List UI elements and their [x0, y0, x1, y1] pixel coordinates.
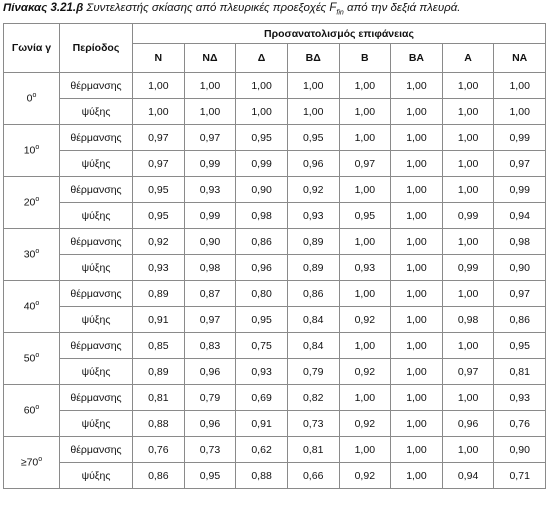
- value-cell: 0,98: [442, 307, 494, 333]
- caption-label: Πίνακας 3.21.β: [3, 2, 84, 14]
- value-cell: 0,73: [287, 411, 339, 437]
- value-cell: 1,00: [391, 255, 443, 281]
- value-cell: 0,93: [339, 255, 391, 281]
- value-cell: 0,86: [494, 307, 546, 333]
- value-cell: 0,92: [133, 229, 185, 255]
- value-cell: 0,84: [287, 333, 339, 359]
- period-cell: ψύξης: [60, 151, 133, 177]
- value-cell: 0,95: [184, 463, 236, 489]
- value-cell: 0,96: [442, 411, 494, 437]
- header-orientation: ΝΑ: [494, 44, 546, 73]
- value-cell: 0,99: [442, 203, 494, 229]
- value-cell: 0,96: [184, 359, 236, 385]
- angle-cell: $\ge 70^o$: [4, 437, 60, 489]
- period-cell: θέρμανσης: [60, 73, 133, 99]
- value-cell: 0,99: [184, 203, 236, 229]
- table-row: [4, 281, 546, 307]
- period-cell: θέρμανσης: [60, 281, 133, 307]
- value-cell: 0,95: [287, 125, 339, 151]
- value-cell: 0,75: [236, 333, 288, 359]
- value-cell: 0,79: [287, 359, 339, 385]
- value-cell: 1,00: [391, 385, 443, 411]
- value-cell: 0,95: [236, 125, 288, 151]
- table-caption: [3, 2, 461, 16]
- value-cell: 1,00: [391, 437, 443, 463]
- value-cell: 0,80: [236, 281, 288, 307]
- value-cell: 0,87: [184, 281, 236, 307]
- value-cell: 1,00: [391, 411, 443, 437]
- table-row: [4, 437, 546, 463]
- value-cell: 0,90: [494, 255, 546, 281]
- value-cell: 1,00: [442, 229, 494, 255]
- header-angle: Γωνία γ: [4, 24, 60, 73]
- angle-cell: 60$^o$: [4, 385, 60, 437]
- value-cell: 0,73: [184, 437, 236, 463]
- value-cell: 1,00: [391, 99, 443, 125]
- value-cell: 0,69: [236, 385, 288, 411]
- value-cell: 1,00: [287, 73, 339, 99]
- value-cell: 1,00: [339, 437, 391, 463]
- value-cell: 0,92: [339, 463, 391, 489]
- table-row: [4, 151, 546, 177]
- period-cell: θέρμανσης: [60, 333, 133, 359]
- angle-cell: 0$^o$: [4, 73, 60, 125]
- value-cell: 0,83: [184, 333, 236, 359]
- value-cell: 0,89: [287, 255, 339, 281]
- value-cell: 0,94: [494, 203, 546, 229]
- angle-cell: 50$^o$: [4, 333, 60, 385]
- table-row: [4, 333, 546, 359]
- table-row: [4, 177, 546, 203]
- value-cell: 1,00: [442, 333, 494, 359]
- value-cell: 1,00: [391, 125, 443, 151]
- table-row: [4, 229, 546, 255]
- value-cell: 1,00: [442, 437, 494, 463]
- table-row: [4, 99, 546, 125]
- value-cell: 1,00: [236, 99, 288, 125]
- value-cell: 1,00: [391, 229, 443, 255]
- period-cell: θέρμανσης: [60, 385, 133, 411]
- value-cell: 1,00: [442, 385, 494, 411]
- value-cell: 0,79: [184, 385, 236, 411]
- value-cell: 1,00: [133, 73, 185, 99]
- value-cell: 1,00: [391, 463, 443, 489]
- value-cell: 1,00: [442, 177, 494, 203]
- value-cell: 0,92: [339, 307, 391, 333]
- value-cell: 1,00: [442, 151, 494, 177]
- value-cell: 1,00: [442, 99, 494, 125]
- value-cell: 1,00: [442, 281, 494, 307]
- header-orientation: ΝΔ: [184, 44, 236, 73]
- header-orientation: ΒΑ: [391, 44, 443, 73]
- table-row: [4, 73, 546, 99]
- value-cell: 1,00: [339, 333, 391, 359]
- value-cell: 1,00: [184, 99, 236, 125]
- value-cell: 1,00: [391, 281, 443, 307]
- value-cell: 0,97: [184, 307, 236, 333]
- header-orientation: Β: [339, 44, 391, 73]
- value-cell: 0,89: [287, 229, 339, 255]
- period-cell: ψύξης: [60, 359, 133, 385]
- period-cell: θέρμανσης: [60, 125, 133, 151]
- table-row: [4, 359, 546, 385]
- angle-cell: 20$^o$: [4, 177, 60, 229]
- value-cell: 0,97: [133, 125, 185, 151]
- header-orientation: Δ: [236, 44, 288, 73]
- value-cell: 1,00: [391, 151, 443, 177]
- table-row: [4, 385, 546, 411]
- header-period: Περίοδος: [60, 24, 133, 73]
- value-cell: 0,92: [339, 359, 391, 385]
- period-cell: ψύξης: [60, 99, 133, 125]
- value-cell: 0,97: [442, 359, 494, 385]
- value-cell: 0,88: [133, 411, 185, 437]
- value-cell: 1,00: [391, 177, 443, 203]
- table-row: [4, 203, 546, 229]
- value-cell: 0,90: [494, 437, 546, 463]
- table-row: [4, 411, 546, 437]
- caption-text-before: Συντελεστής σκίασης από πλευρικές προεξοχές: [86, 2, 327, 14]
- angle-cell: 30$^o$: [4, 229, 60, 281]
- value-cell: 0,91: [133, 307, 185, 333]
- value-cell: 0,92: [339, 411, 391, 437]
- value-cell: 1,00: [339, 99, 391, 125]
- value-cell: 1,00: [339, 281, 391, 307]
- period-cell: ψύξης: [60, 307, 133, 333]
- value-cell: 1,00: [339, 73, 391, 99]
- value-cell: 0,71: [494, 463, 546, 489]
- value-cell: 0,86: [133, 463, 185, 489]
- value-cell: 1,00: [391, 307, 443, 333]
- angle-cell: 10$^o$: [4, 125, 60, 177]
- value-cell: 0,96: [184, 411, 236, 437]
- value-cell: 0,86: [236, 229, 288, 255]
- value-cell: 0,95: [339, 203, 391, 229]
- value-cell: 0,84: [287, 307, 339, 333]
- value-cell: 0,99: [184, 151, 236, 177]
- value-cell: 0,82: [287, 385, 339, 411]
- header-orientation: ΒΔ: [287, 44, 339, 73]
- value-cell: 0,66: [287, 463, 339, 489]
- value-cell: 0,93: [494, 385, 546, 411]
- period-cell: ψύξης: [60, 411, 133, 437]
- table-row: [4, 463, 546, 489]
- header-orientation-group: Προσανατολισμός επιφάνειας: [133, 24, 546, 44]
- value-cell: 0,97: [339, 151, 391, 177]
- header-orientation: Ν: [133, 44, 185, 73]
- value-cell: 1,00: [391, 73, 443, 99]
- value-cell: 1,00: [184, 73, 236, 99]
- value-cell: 0,85: [133, 333, 185, 359]
- period-cell: θέρμανσης: [60, 229, 133, 255]
- value-cell: 0,93: [133, 255, 185, 281]
- value-cell: 0,98: [184, 255, 236, 281]
- value-cell: 0,96: [236, 255, 288, 281]
- value-cell: 1,00: [442, 125, 494, 151]
- value-cell: 0,96: [287, 151, 339, 177]
- value-cell: 1,00: [391, 359, 443, 385]
- period-cell: θέρμανσης: [60, 437, 133, 463]
- value-cell: 0,76: [494, 411, 546, 437]
- caption-text-after: από την δεξιά πλευρά.: [347, 2, 461, 14]
- value-cell: 1,00: [339, 229, 391, 255]
- value-cell: 0,99: [442, 255, 494, 281]
- value-cell: 1,00: [339, 125, 391, 151]
- value-cell: 0,81: [133, 385, 185, 411]
- value-cell: 0,93: [236, 359, 288, 385]
- value-cell: 0,97: [184, 125, 236, 151]
- table-body: [4, 73, 546, 489]
- value-cell: 1,00: [442, 73, 494, 99]
- value-cell: 0,95: [133, 177, 185, 203]
- value-cell: 0,90: [236, 177, 288, 203]
- value-cell: 0,95: [494, 333, 546, 359]
- period-cell: ψύξης: [60, 203, 133, 229]
- value-cell: 1,00: [494, 73, 546, 99]
- value-cell: 0,98: [236, 203, 288, 229]
- value-cell: 1,00: [339, 177, 391, 203]
- value-cell: 0,99: [236, 151, 288, 177]
- value-cell: 0,99: [494, 177, 546, 203]
- table-row: [4, 255, 546, 281]
- caption-symbol: $F_{fin}$: [329, 2, 344, 17]
- value-cell: 0,98: [494, 229, 546, 255]
- value-cell: 0,95: [133, 203, 185, 229]
- value-cell: 1,00: [236, 73, 288, 99]
- value-cell: 1,00: [339, 385, 391, 411]
- value-cell: 0,89: [133, 281, 185, 307]
- value-cell: 1,00: [391, 333, 443, 359]
- value-cell: 0,76: [133, 437, 185, 463]
- value-cell: 1,00: [133, 99, 185, 125]
- value-cell: 0,97: [494, 281, 546, 307]
- value-cell: 0,89: [133, 359, 185, 385]
- value-cell: 0,62: [236, 437, 288, 463]
- value-cell: 0,99: [494, 125, 546, 151]
- value-cell: 0,94: [442, 463, 494, 489]
- value-cell: 1,00: [391, 203, 443, 229]
- value-cell: 0,95: [236, 307, 288, 333]
- value-cell: 0,92: [287, 177, 339, 203]
- value-cell: 0,97: [133, 151, 185, 177]
- value-cell: 0,81: [287, 437, 339, 463]
- angle-cell: 40$^o$: [4, 281, 60, 333]
- value-cell: 0,93: [287, 203, 339, 229]
- value-cell: 0,88: [236, 463, 288, 489]
- period-cell: ψύξης: [60, 463, 133, 489]
- table-row: [4, 125, 546, 151]
- value-cell: 0,81: [494, 359, 546, 385]
- value-cell: 0,91: [236, 411, 288, 437]
- value-cell: 1,00: [494, 99, 546, 125]
- table-row: [4, 307, 546, 333]
- value-cell: 0,86: [287, 281, 339, 307]
- value-cell: 0,90: [184, 229, 236, 255]
- value-cell: 0,97: [494, 151, 546, 177]
- value-cell: 0,93: [184, 177, 236, 203]
- header-orientation: Α: [442, 44, 494, 73]
- period-cell: ψύξης: [60, 255, 133, 281]
- value-cell: 1,00: [287, 99, 339, 125]
- shading-factor-table: [3, 23, 546, 489]
- period-cell: θέρμανσης: [60, 177, 133, 203]
